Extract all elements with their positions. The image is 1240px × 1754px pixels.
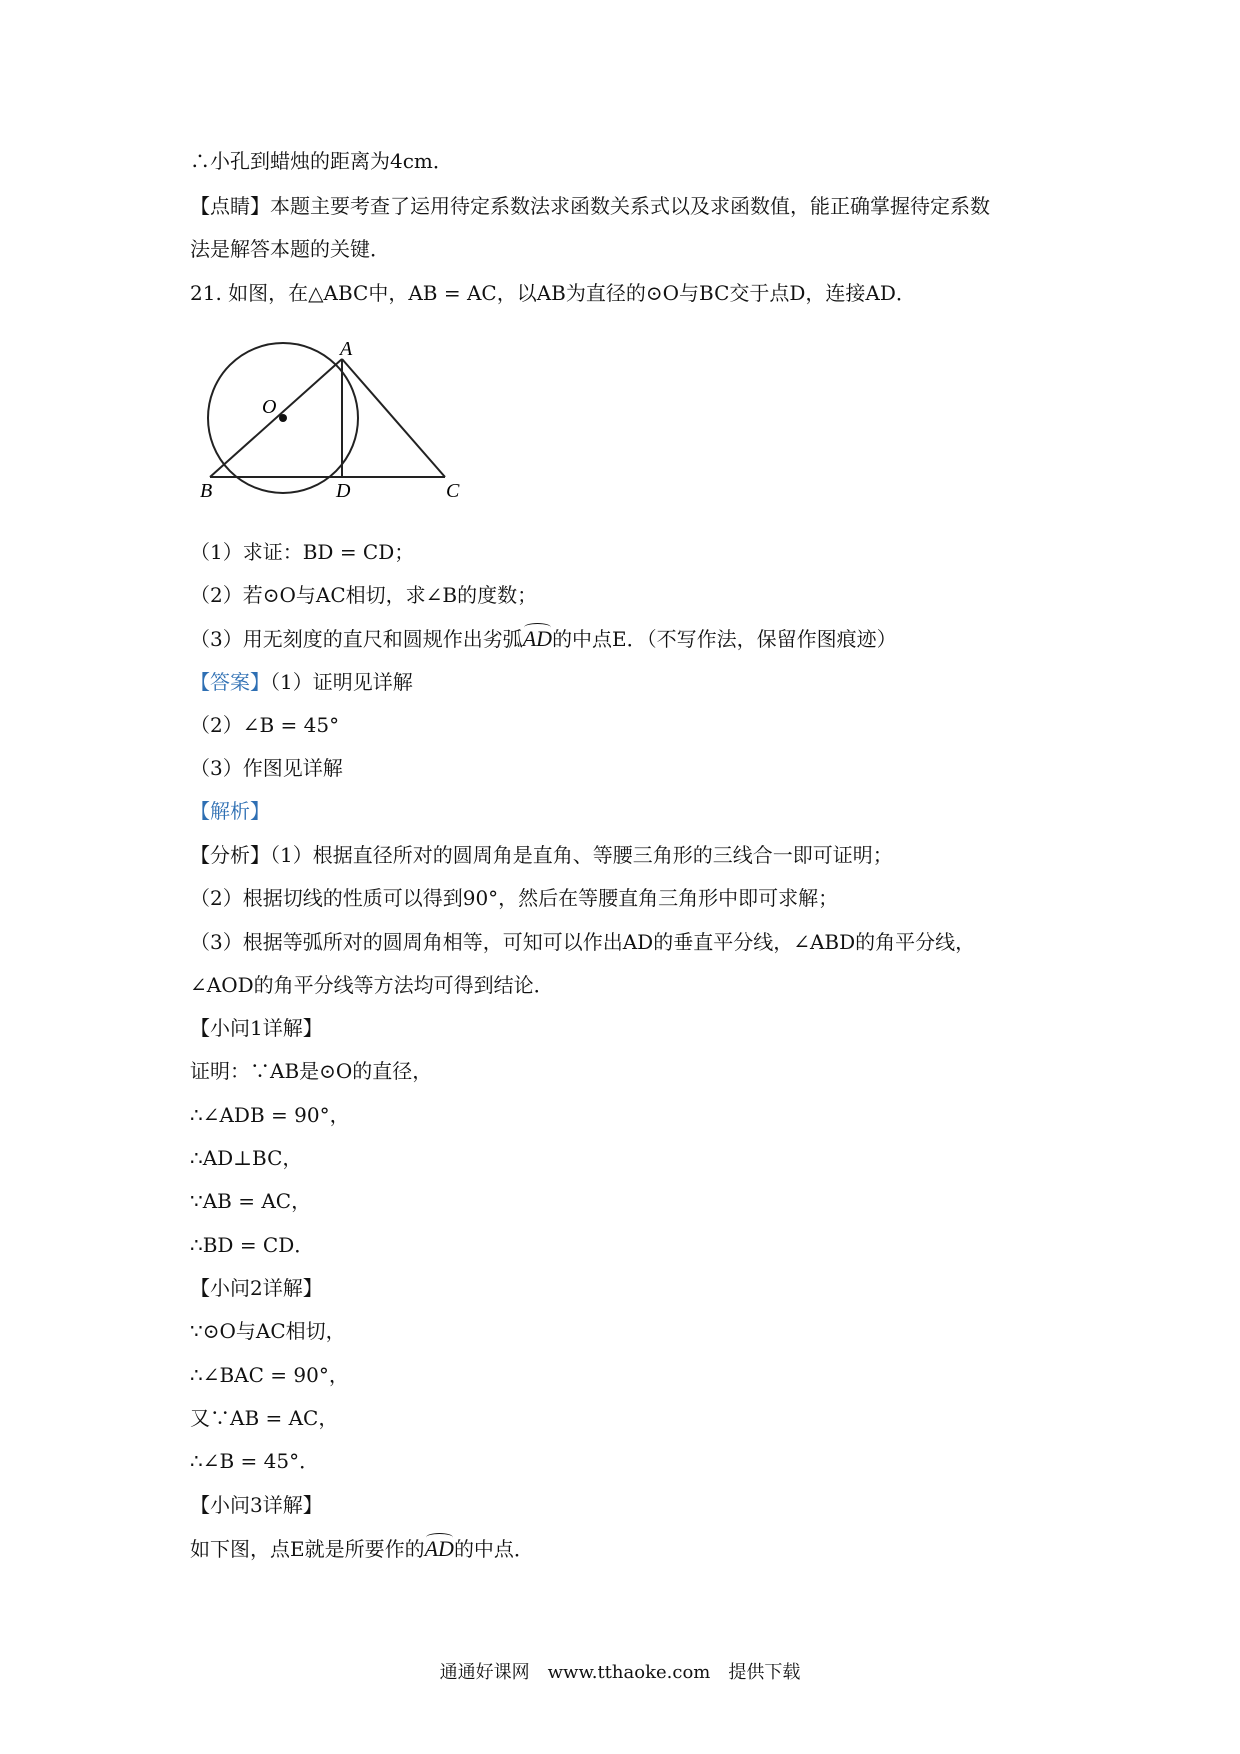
arc-ad-symbol-2: AD xyxy=(424,1536,454,1561)
analysis-tag: 【解析】 xyxy=(190,799,270,823)
construction-text-b: 的中点． xyxy=(453,1537,534,1561)
label-c: C xyxy=(446,480,460,502)
label-b: B xyxy=(200,480,213,502)
proof-1-line-1: 证明：∵AB是⊙O的直径， xyxy=(190,1059,433,1083)
proof-1-line-2: ∴∠ADB = 90°， xyxy=(190,1103,350,1127)
analysis-line-2: （2）根据切线的性质可以得到90°，然后在等腰直角三角形中即可求解； xyxy=(190,886,839,910)
construction-conclusion xyxy=(190,1535,534,1563)
arc-ad-symbol: AD xyxy=(522,626,553,651)
construction-text-a: 如下图，点E就是所要作的 xyxy=(190,1537,425,1561)
proof-2-line-2: ∴∠BAC = 90°， xyxy=(190,1363,349,1387)
text-line-distance-conclusion: ∴小孔到蜡烛的距离为4cm． xyxy=(190,149,453,173)
proof-1-line-4: ∵AB = AC， xyxy=(190,1189,312,1213)
text-line-remark-1: 【点睛】本题主要考查了运用待定系数法求函数关系式以及求函数值，能正确掌握待定系数 xyxy=(190,194,990,218)
answer-tag: 【答案】 xyxy=(190,670,270,694)
proof-1-line-3: ∴AD⊥BC， xyxy=(190,1146,303,1170)
question-part-3-text-b: 的中点E．（不写作法，保留作图痕迹） xyxy=(552,627,897,651)
answer-part-1: （1）证明见详解 xyxy=(270,670,413,694)
analysis-line-3: （3）根据等弧所对的圆周角相等，可知可以作出AD的垂直平分线，∠ABD的角平分线， xyxy=(190,930,976,954)
question-part-1: （1）求证：BD = CD； xyxy=(190,540,415,564)
analysis-line-4: ∠AOD的角平分线等方法均可得到结论． xyxy=(190,973,554,997)
text-line-remark-2: 法是解答本题的关键． xyxy=(190,237,390,261)
answer-part-3: （3）作图见详解 xyxy=(190,756,343,780)
page-footer: 通通好课网 www.tthaoke.com 提供下载 xyxy=(439,1662,801,1683)
label-d: D xyxy=(336,480,351,502)
label-o: O xyxy=(262,396,277,418)
analysis-line-1: 【分析】（1）根据直径所对的圆周角是直角、等腰三角形的三线合一即可证明； xyxy=(190,843,893,867)
question-part-3 xyxy=(190,625,897,653)
answer-part-2: （2）∠B = 45° xyxy=(190,713,340,737)
proof-2-line-3: 又∵AB = AC， xyxy=(190,1406,339,1430)
geometry-figure xyxy=(190,335,470,505)
problem-statement: 21. 如图，在△ABC中，AB = AC，以AB为直径的⊙O与BC交于点D，连接AD． xyxy=(190,281,916,305)
answer-line-1 xyxy=(190,668,413,696)
sub-question-2-heading: 【小问2详解】 xyxy=(190,1276,323,1300)
proof-1-line-5: ∴BD = CD． xyxy=(190,1233,315,1257)
question-part-3-text-a: （3）用无刻度的直尺和圆规作出劣弧 xyxy=(190,627,523,651)
sub-question-1-heading: 【小问1详解】 xyxy=(190,1016,323,1040)
segment-ab xyxy=(210,359,342,477)
question-part-2: （2）若⊙O与AC相切，求∠B的度数； xyxy=(190,583,538,607)
sub-question-3-heading: 【小问3详解】 xyxy=(190,1493,323,1517)
center-point-o xyxy=(279,414,287,422)
proof-2-line-1: ∵⊙O与AC相切， xyxy=(190,1319,346,1343)
label-a: A xyxy=(340,338,353,360)
proof-2-line-4: ∴∠B = 45°． xyxy=(190,1449,320,1473)
